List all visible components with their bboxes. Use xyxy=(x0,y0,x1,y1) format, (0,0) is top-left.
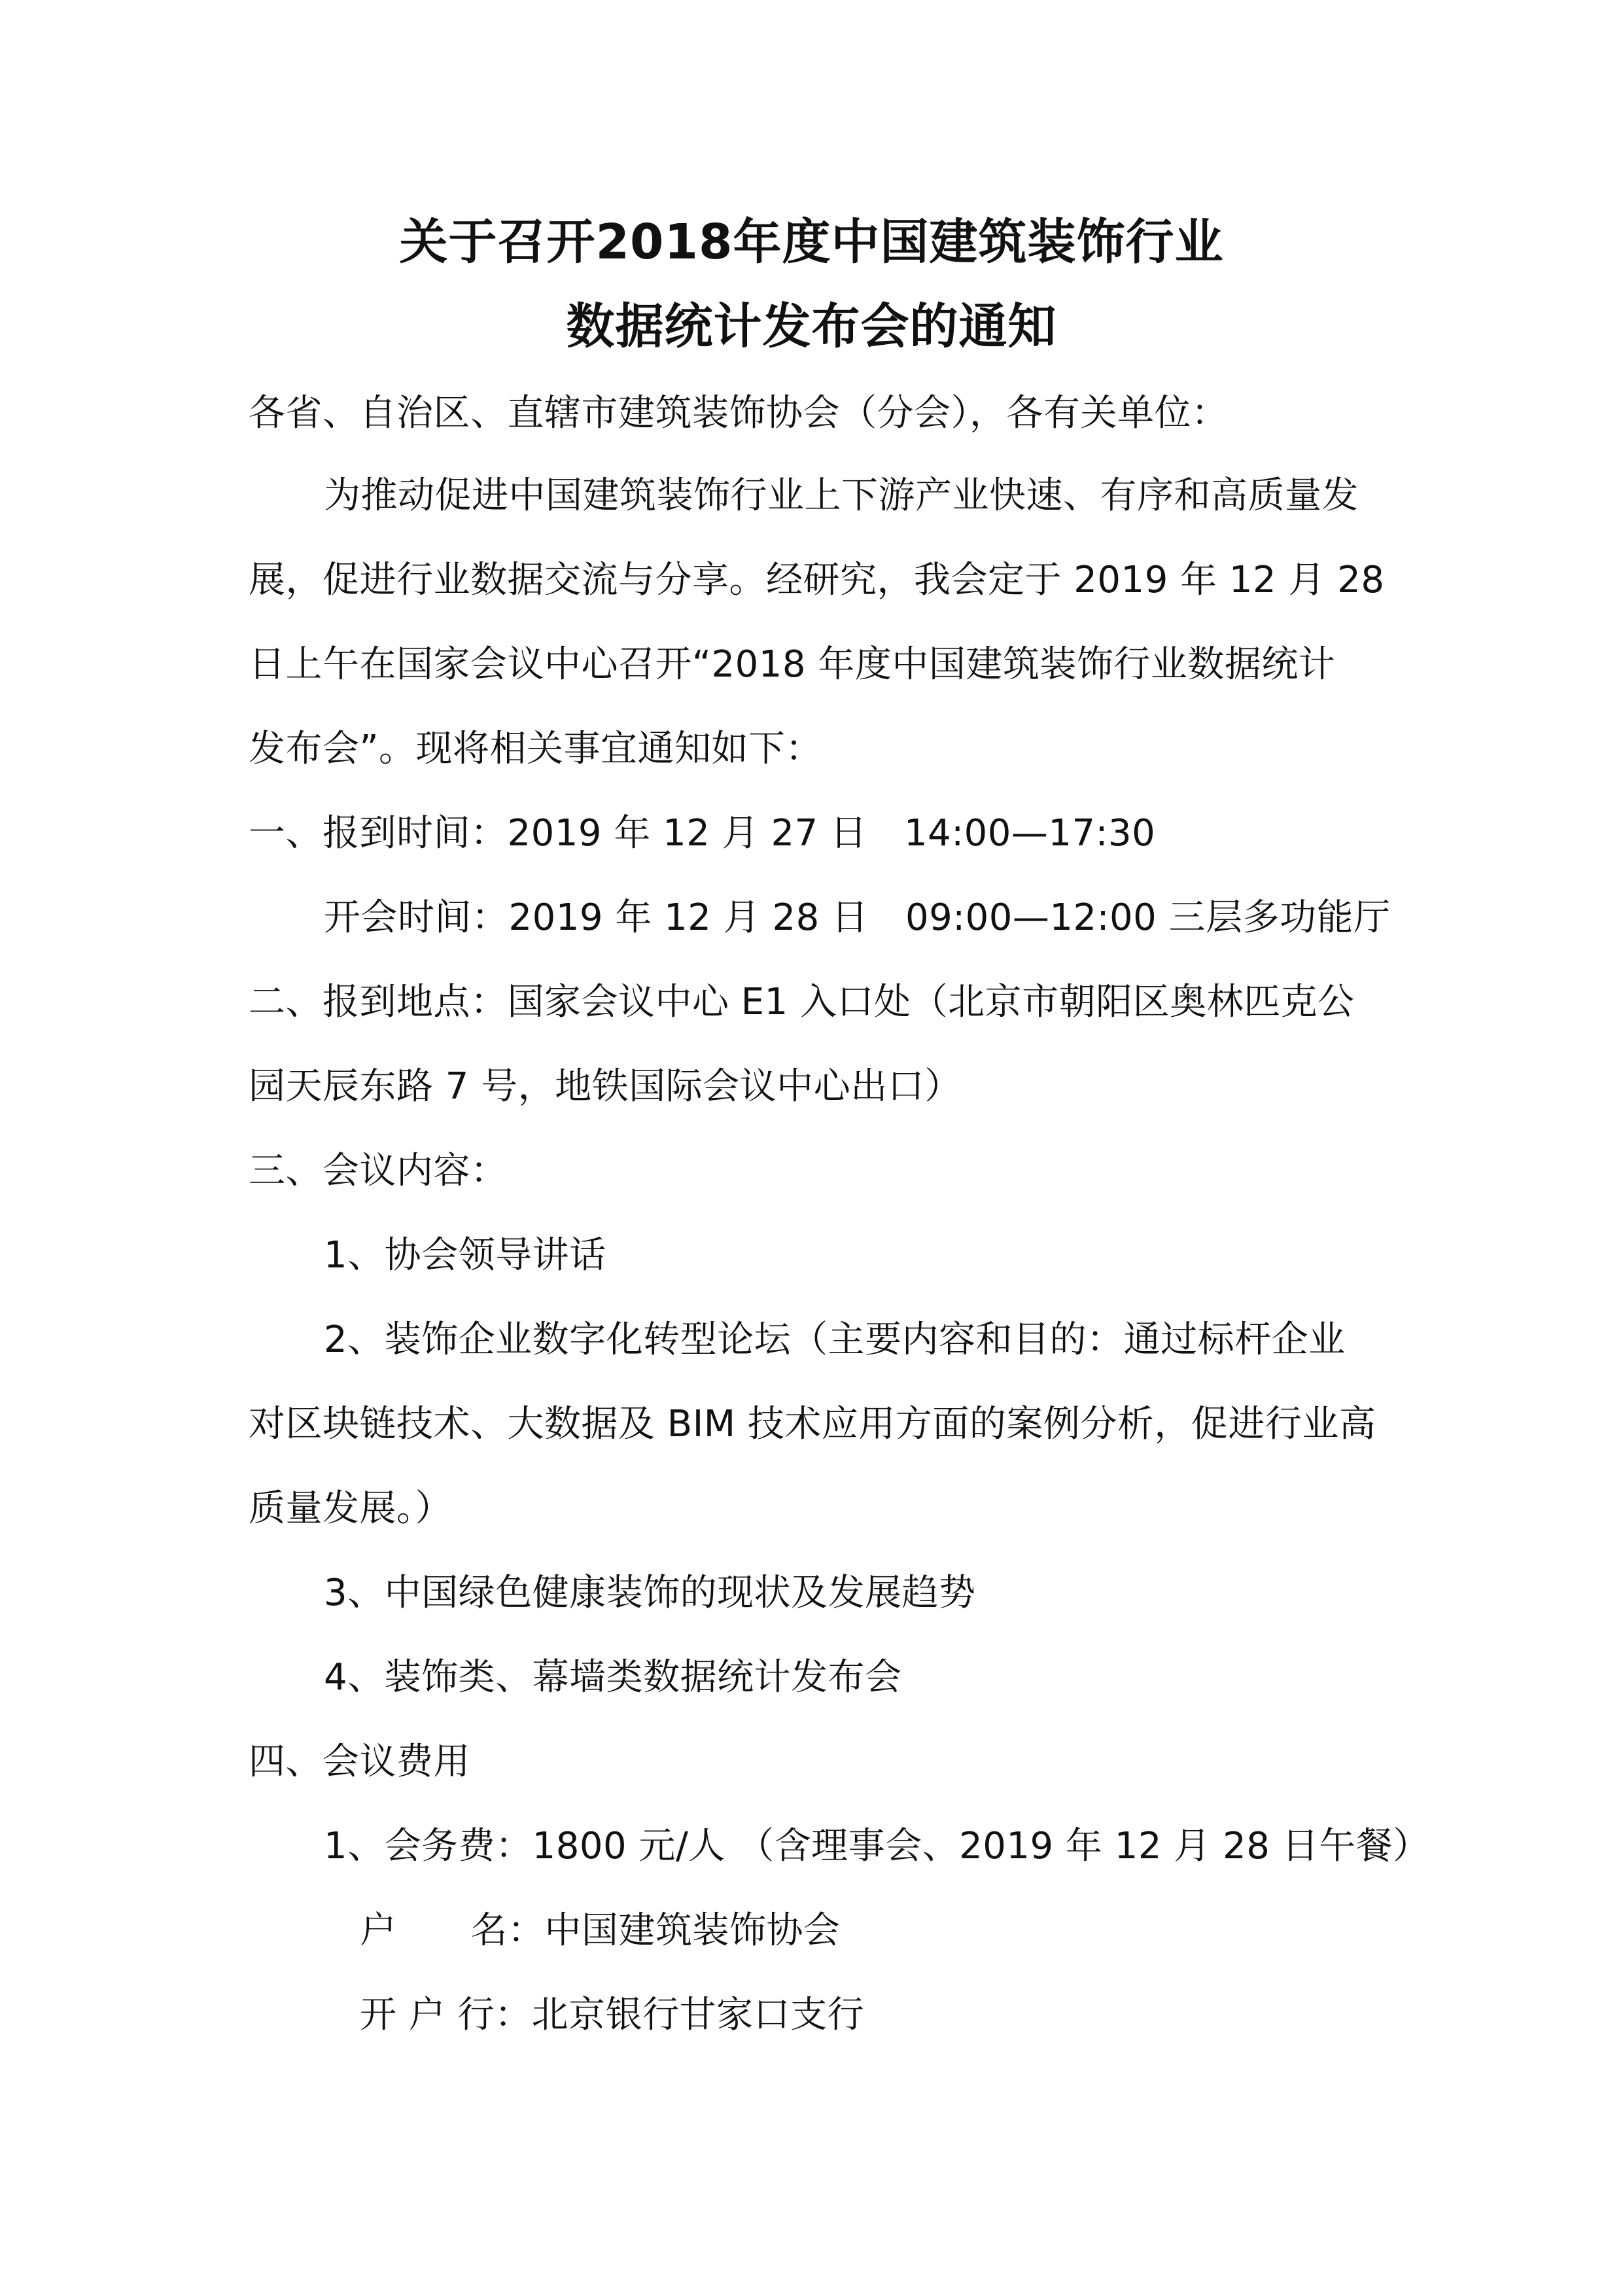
intro-line-1: 为推动促进中国建筑装饰行业上下游产业快速、有序和高质量发 xyxy=(324,474,1359,517)
agenda-item-2-line-1: 2、装饰企业数字化转型论坛（主要内容和目的：通过标杆企业 xyxy=(324,1318,1346,1361)
fee-item-1: 1、会务费：1800 元/人 （含理事会、2019 年 12 月 28 日午餐） xyxy=(324,1825,1430,1867)
bank-name: 开 户 行：北京银行甘家口支行 xyxy=(360,1994,865,2036)
registration-place-line-2: 园天辰东路 7 号，地铁国际会议中心出口） xyxy=(249,1065,962,1108)
agenda-item-1: 1、协会领导讲话 xyxy=(324,1234,606,1277)
fee-heading: 四、会议费用 xyxy=(249,1740,470,1783)
intro-line-2: 展，促进行业数据交流与分享。经研究，我会定于 2019 年 12 月 28 xyxy=(249,559,1385,601)
agenda-item-4: 4、装饰类、幕墙类数据统计发布会 xyxy=(324,1656,902,1699)
intro-line-3: 日上午在国家会议中心召开“2018 年度中国建筑装饰行业数据统计 xyxy=(249,643,1336,686)
registration-place-line-1: 二、报到地点：国家会议中心 E1 入口处（北京市朝阳区奥林匹克公 xyxy=(249,981,1355,1023)
agenda-item-3: 3、中国绿色健康装饰的现状及发展趋势 xyxy=(324,1572,976,1614)
agenda-item-2-line-3: 质量发展。） xyxy=(249,1487,452,1530)
account-name: 户 名：中国建筑装饰协会 xyxy=(360,1909,841,1952)
registration-time: 一、报到时间：2019 年 12 月 27 日 14:00—17:30 xyxy=(249,812,1156,855)
title-line-1: 关于召开2018年度中国建筑装饰行业 xyxy=(399,214,1224,270)
salutation: 各省、自治区、直辖市建筑装饰协会（分会），各有关单位： xyxy=(249,392,1229,434)
agenda-item-2-line-2: 对区块链技术、大数据及 BIM 技术应用方面的案例分析，促进行业高 xyxy=(249,1403,1376,1445)
meeting-time: 开会时间：2019 年 12 月 28 日 09:00—12:00 三层多功能厅 xyxy=(324,896,1391,939)
agenda-heading: 三、会议内容： xyxy=(249,1150,508,1192)
intro-line-4: 发布会”。现将相关事宜通知如下： xyxy=(249,728,823,770)
title-line-2: 数据统计发布会的通知 xyxy=(566,298,1057,355)
